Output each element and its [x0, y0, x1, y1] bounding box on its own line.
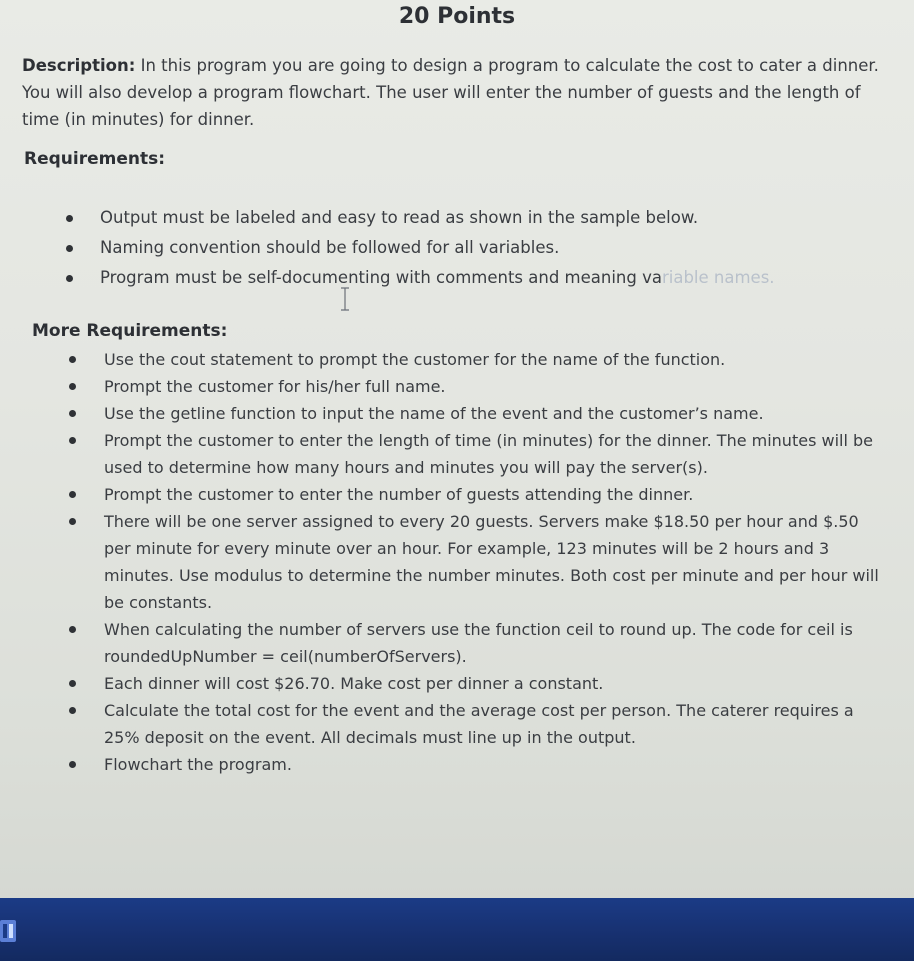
requirements-list: [100, 203, 880, 293]
list-item-text: Flowchart the program.: [104, 755, 292, 774]
bullet-icon: [69, 680, 76, 687]
list-item: [104, 481, 884, 508]
bullet-icon: [69, 707, 76, 714]
list-item: [104, 427, 884, 481]
list-item-text: Prompt the customer for his/her full name.: [104, 377, 446, 396]
page-title: 20 Points: [398, 4, 516, 29]
list-item-text: Prompt the customer to enter the length of time (in minutes) for the dinner. The minutes will be used to determine how many hours and minutes you will pay the server(s).: [104, 431, 873, 477]
bullet-icon: [66, 245, 73, 252]
list-item: [104, 697, 884, 751]
description-text: In this program you are going to design a program to calculate the cost to cater a dinner. You will also develop a program flowchart. The user will enter the number of guests and the length of time (in minutes) for dinner.: [22, 56, 879, 129]
list-item: [104, 751, 884, 778]
bullet-icon: [66, 275, 73, 282]
bullet-icon: [69, 626, 76, 633]
list-item: [100, 233, 880, 263]
description-paragraph: [22, 52, 892, 133]
bullet-icon: [69, 437, 76, 444]
list-item: [104, 373, 884, 400]
bullet-icon: [69, 491, 76, 498]
bullet-icon: [69, 383, 76, 390]
list-item-text: Use the getline function to input the name of the event and the customer’s name.: [104, 404, 764, 423]
description-label: Description:: [22, 56, 136, 75]
list-item-text: Output must be labeled and easy to read as shown in the sample below.: [100, 208, 699, 227]
list-item: [104, 670, 884, 697]
bullet-icon: [69, 410, 76, 417]
list-item-text: Program must be self-documenting with comments and meaning va: [100, 268, 662, 287]
list-item-text: Calculate the total cost for the event and the average cost per person. The caterer requires a 25% deposit on the event. All decimals must line up in the output.: [104, 701, 854, 747]
list-item-text: There will be one server assigned to every 20 guests. Servers make $18.50 per hour and $.50 per minute for every minute over an hour. For example, 123 minutes will be 2 hours and 3 minutes. Use modulus to determine the number minutes. Both cost per minute and per hour will be constants.: [104, 512, 879, 612]
list-item: [104, 400, 884, 427]
list-item: [104, 616, 884, 670]
bullet-icon: [66, 215, 73, 222]
text-cursor-icon: [339, 287, 351, 311]
taskbar-app-icon[interactable]: [0, 918, 18, 944]
list-item-text: When calculating the number of servers use the function ceil to round up. The code for ceil is roundedUpNumber = ceil(numberOfServers).: [104, 620, 853, 666]
taskbar: [0, 898, 914, 961]
list-item-text: Naming convention should be followed for all variables.: [100, 238, 560, 257]
more-requirements-list: [104, 346, 884, 778]
list-item-text-faded: riable names.: [661, 268, 775, 287]
more-requirements-heading: More Requirements:: [32, 321, 228, 341]
bullet-icon: [69, 761, 76, 768]
list-item-text: Prompt the customer to enter the number of guests attending the dinner.: [104, 485, 694, 504]
list-item: [104, 508, 884, 616]
bullet-icon: [69, 518, 76, 525]
list-item-text: Each dinner will cost $26.70. Make cost per dinner a constant.: [104, 674, 604, 693]
list-item: [100, 263, 880, 293]
requirements-heading: Requirements:: [24, 149, 166, 169]
list-item: [100, 203, 880, 233]
bullet-icon: [69, 356, 76, 363]
list-item: [104, 346, 884, 373]
list-item-text: Use the cout statement to prompt the customer for the name of the function.: [104, 350, 726, 369]
